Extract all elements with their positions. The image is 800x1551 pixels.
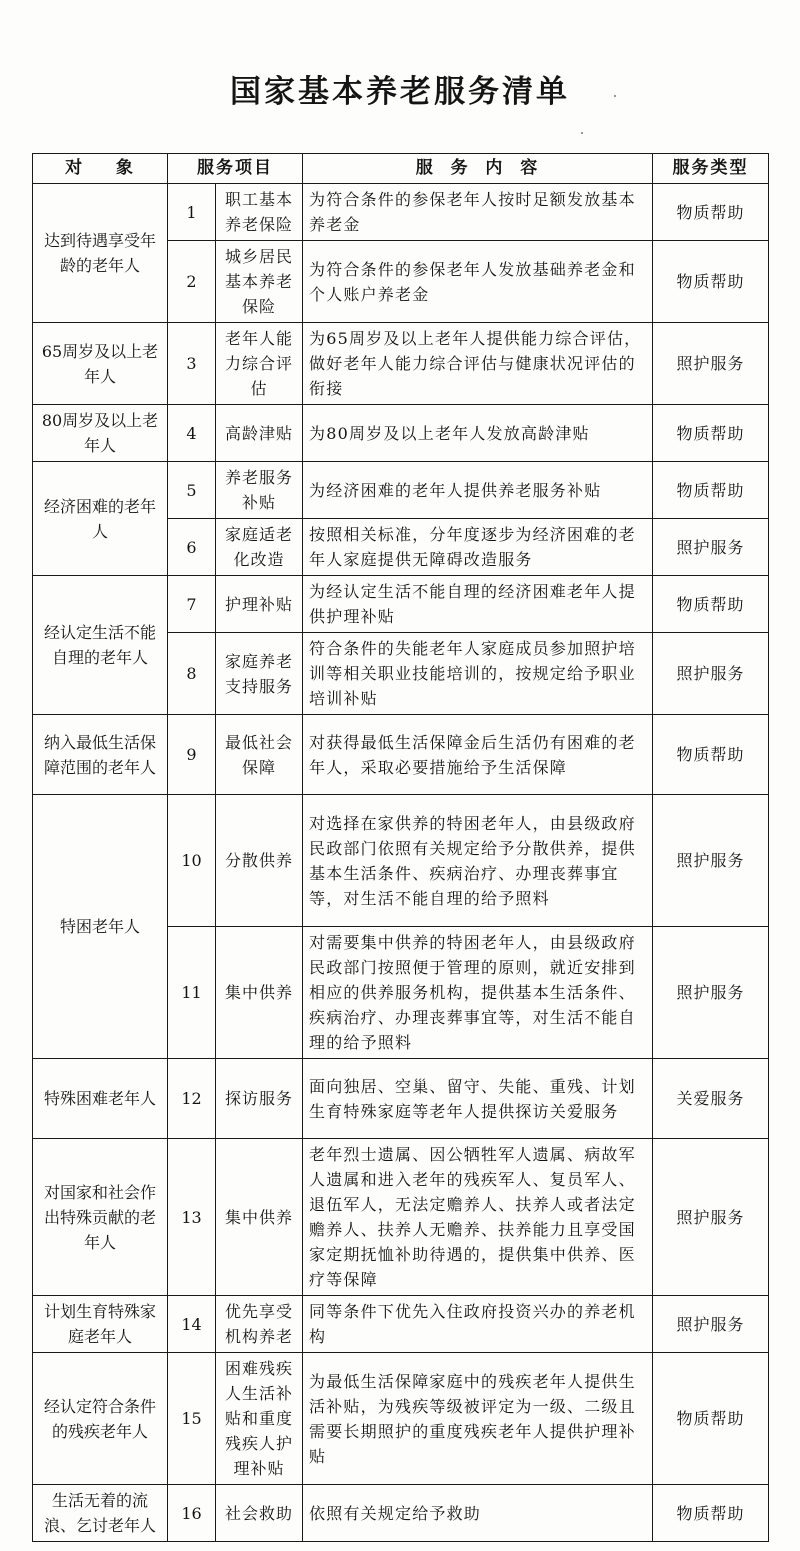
item-name: 社会救助	[216, 1485, 303, 1542]
item-number: 6	[168, 519, 216, 576]
table-row	[33, 576, 769, 633]
item-type: 物质帮助	[653, 576, 769, 633]
item-type: 物质帮助	[653, 405, 769, 462]
item-name: 最低社会保障	[216, 715, 303, 795]
item-number: 12	[168, 1059, 216, 1139]
object-cell: 达到待遇享受年龄的老年人	[33, 184, 168, 323]
item-content: 对获得最低生活保障金后生活仍有困难的老年人，采取必要措施给予生活保障	[303, 715, 653, 795]
object-cell: 80周岁及以上老年人	[33, 405, 168, 462]
item-content: 老年烈士遗属、因公牺牲军人遗属、病故军人遗属和进入老年的残疾军人、复员军人、退伍军人，无法定赡养人、扶养人或者法定赡养人、扶养人无赡养、扶养能力且享受国家定期抚恤补助待遇的，提供集中供养、医疗等保障	[303, 1139, 653, 1296]
item-number: 7	[168, 576, 216, 633]
document-title: 国家基本养老服务清单	[230, 74, 570, 110]
item-type: 物质帮助	[653, 1353, 769, 1485]
object-cell: 经认定生活不能自理的老年人	[33, 576, 168, 715]
object-cell: 对国家和社会作出特殊贡献的老年人	[33, 1139, 168, 1296]
item-name: 困难残疾人生活补贴和重度残疾人护理补贴	[216, 1353, 303, 1485]
service-list-table	[32, 153, 769, 1542]
table-row	[33, 1139, 769, 1296]
item-number: 1	[168, 184, 216, 241]
item-name: 家庭适老化改造	[216, 519, 303, 576]
item-number: 10	[168, 795, 216, 927]
item-number: 15	[168, 1353, 216, 1485]
item-name: 护理补贴	[216, 576, 303, 633]
item-type: 物质帮助	[653, 1485, 769, 1542]
item-content: 为经认定生活不能自理的经济困难老年人提供护理补贴	[303, 576, 653, 633]
item-content: 对需要集中供养的特困老年人，由县级政府民政部门按照便于管理的原则，就近安排到相应的供养服务机构，提供基本生活条件、疾病治疗、办理丧葬事宜等，对生活不能自理的给予照料	[303, 927, 653, 1059]
table-row	[33, 715, 769, 795]
scan-speck	[614, 95, 616, 97]
object-cell: 特殊困难老年人	[33, 1059, 168, 1139]
item-number: 3	[168, 323, 216, 405]
header-type: 服务类型	[653, 154, 769, 184]
header-content: 服 务 内 容	[303, 154, 653, 184]
table-row	[33, 1353, 769, 1485]
object-cell: 纳入最低生活保障范围的老年人	[33, 715, 168, 795]
item-type: 物质帮助	[653, 462, 769, 519]
item-type: 照护服务	[653, 795, 769, 927]
item-content: 为80周岁及以上老年人发放高龄津贴	[303, 405, 653, 462]
item-name: 家庭养老支持服务	[216, 633, 303, 715]
header-object: 对 象	[33, 154, 168, 184]
item-type: 物质帮助	[653, 241, 769, 323]
item-content: 为最低生活保障家庭中的残疾老年人提供生活补贴，为残疾等级被评定为一级、二级且需要长期照护的重度残疾老年人提供护理补贴	[303, 1353, 653, 1485]
item-number: 9	[168, 715, 216, 795]
table-row	[33, 795, 769, 927]
item-type: 照护服务	[653, 519, 769, 576]
item-content: 为符合条件的参保老年人按时足额发放基本养老金	[303, 184, 653, 241]
item-number: 5	[168, 462, 216, 519]
item-name: 集中供养	[216, 1139, 303, 1296]
object-cell: 65周岁及以上老年人	[33, 323, 168, 405]
header-item: 服务项目	[168, 154, 303, 184]
item-content: 同等条件下优先入住政府投资兴办的养老机构	[303, 1296, 653, 1353]
item-content: 为经济困难的老年人提供养老服务补贴	[303, 462, 653, 519]
table-header-row	[33, 154, 769, 184]
table-row	[33, 184, 769, 241]
item-type: 照护服务	[653, 633, 769, 715]
table-row	[33, 1485, 769, 1542]
item-name: 分散供养	[216, 795, 303, 927]
item-number: 4	[168, 405, 216, 462]
item-type: 照护服务	[653, 927, 769, 1059]
item-content: 符合条件的失能老年人家庭成员参加照护培训等相关职业技能培训的，按规定给予职业培训补贴	[303, 633, 653, 715]
item-name: 集中供养	[216, 927, 303, 1059]
item-content: 按照相关标准，分年度逐步为经济困难的老年人家庭提供无障碍改造服务	[303, 519, 653, 576]
item-name: 职工基本养老保险	[216, 184, 303, 241]
item-number: 13	[168, 1139, 216, 1296]
item-content: 依照有关规定给予救助	[303, 1485, 653, 1542]
item-content: 对选择在家供养的特困老年人，由县级政府民政部门依照有关规定给予分散供养，提供基本生活条件、疾病治疗、办理丧葬事宜等，对生活不能自理的给予照料	[303, 795, 653, 927]
item-type: 物质帮助	[653, 184, 769, 241]
item-number: 16	[168, 1485, 216, 1542]
item-name: 养老服务补贴	[216, 462, 303, 519]
item-content: 为符合条件的参保老年人发放基础养老金和个人账户养老金	[303, 241, 653, 323]
item-name: 城乡居民基本养老保险	[216, 241, 303, 323]
item-number: 2	[168, 241, 216, 323]
object-cell: 经济困难的老年人	[33, 462, 168, 576]
object-cell: 生活无着的流浪、乞讨老年人	[33, 1485, 168, 1542]
item-name: 探访服务	[216, 1059, 303, 1139]
item-type: 物质帮助	[653, 715, 769, 795]
object-cell: 经认定符合条件的残疾老年人	[33, 1353, 168, 1485]
item-number: 14	[168, 1296, 216, 1353]
item-content: 为65周岁及以上老年人提供能力综合评估，做好老年人能力综合评估与健康状况评估的衔接	[303, 323, 653, 405]
item-name: 优先享受机构养老	[216, 1296, 303, 1353]
object-cell: 特困老年人	[33, 795, 168, 1059]
table-row	[33, 405, 769, 462]
item-name: 高龄津贴	[216, 405, 303, 462]
item-content: 面向独居、空巢、留守、失能、重残、计划生育特殊家庭等老年人提供探访关爱服务	[303, 1059, 653, 1139]
item-number: 8	[168, 633, 216, 715]
item-type: 照护服务	[653, 323, 769, 405]
object-cell: 计划生育特殊家庭老年人	[33, 1296, 168, 1353]
item-type: 关爱服务	[653, 1059, 769, 1139]
table-row	[33, 323, 769, 405]
item-number: 11	[168, 927, 216, 1059]
scan-speck	[581, 132, 583, 134]
table-row	[33, 1059, 769, 1139]
item-type: 照护服务	[653, 1139, 769, 1296]
table-row	[33, 1296, 769, 1353]
table-row	[33, 462, 769, 519]
item-name: 老年人能力综合评估	[216, 323, 303, 405]
item-type: 照护服务	[653, 1296, 769, 1353]
